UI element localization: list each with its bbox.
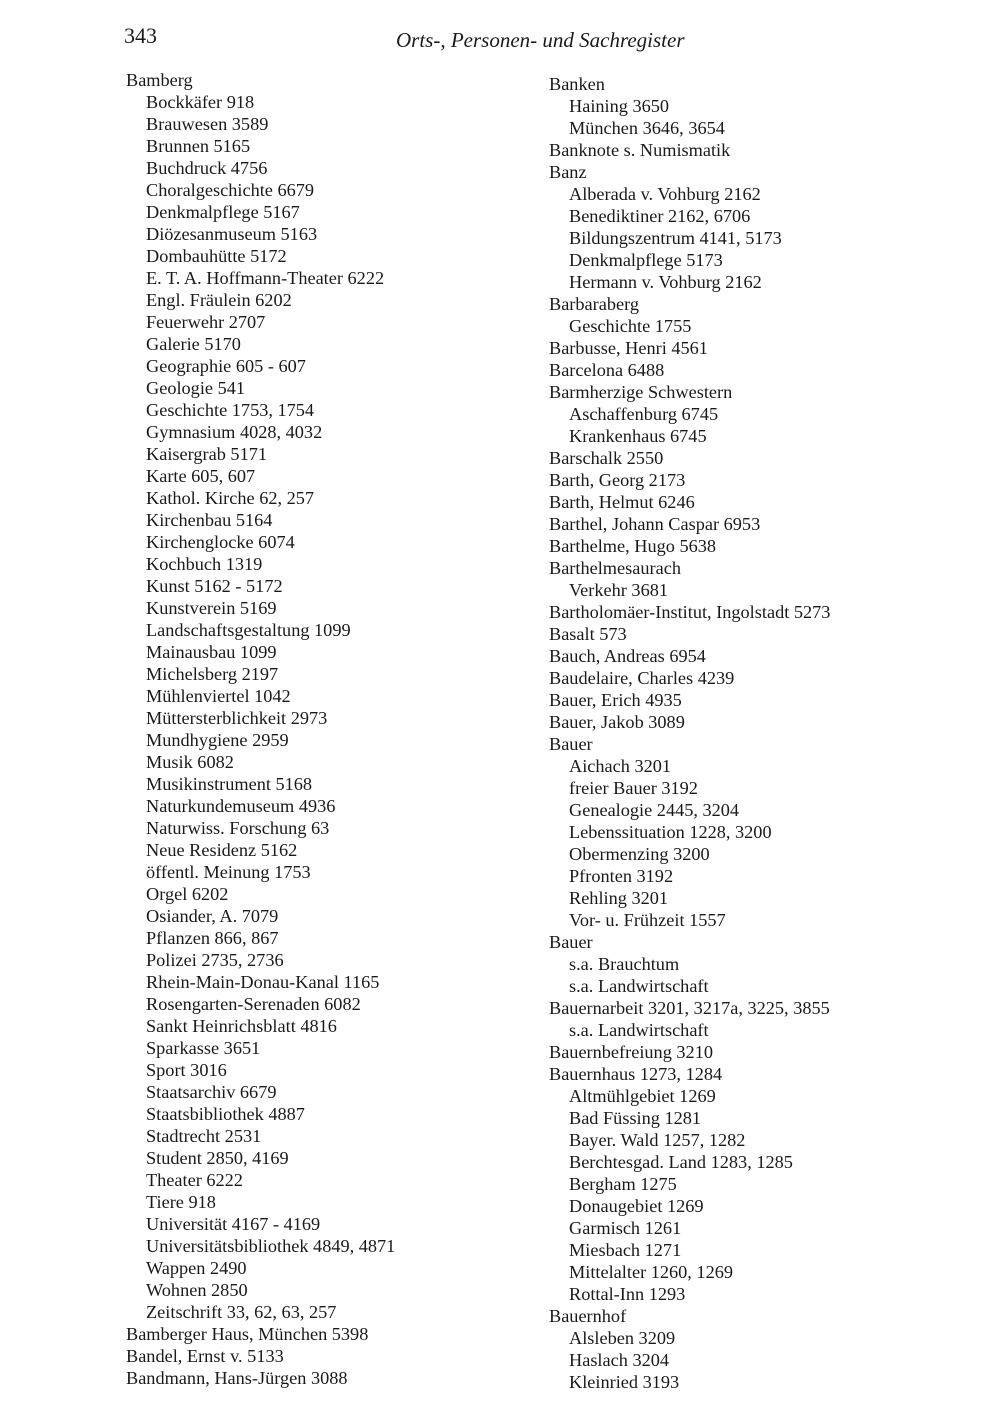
index-subentry: Kunstverein 5169 bbox=[146, 598, 277, 618]
index-entry: Barth, Helmut 6246 bbox=[549, 492, 695, 512]
index-entry: Bandel, Ernst v. 5133 bbox=[126, 1346, 284, 1366]
index-entry: Banken bbox=[549, 74, 605, 94]
index-subentry: Kaisergrab 5171 bbox=[146, 444, 267, 464]
index-subentry: Aschaffenburg 6745 bbox=[569, 404, 719, 424]
index-column-right bbox=[549, 73, 830, 1393]
index-subentry: Kirchenglocke 6074 bbox=[146, 532, 295, 552]
index-entry: Barthel, Johann Caspar 6953 bbox=[549, 514, 761, 534]
index-subentry: Mühlenviertel 1042 bbox=[146, 686, 291, 706]
index-subentry: Geographie 605 - 607 bbox=[146, 356, 306, 376]
index-subentry: Alberada v. Vohburg 2162 bbox=[569, 184, 761, 204]
index-subentry: Lebenssituation 1228, 3200 bbox=[569, 822, 772, 842]
index-subentry: Bergham 1275 bbox=[569, 1174, 677, 1194]
index-subentry: Feuerwehr 2707 bbox=[146, 312, 266, 332]
index-entry: Baudelaire, Charles 4239 bbox=[549, 668, 735, 688]
index-subentry: Orgel 6202 bbox=[146, 884, 229, 904]
index-subentry: Pflanzen 866, 867 bbox=[146, 928, 279, 948]
index-subentry: Staatsarchiv 6679 bbox=[146, 1082, 277, 1102]
index-subentry: Geschichte 1753, 1754 bbox=[146, 400, 315, 420]
index-subentry: s.a. Landwirtschaft bbox=[569, 976, 709, 996]
index-entry: Bauernarbeit 3201, 3217a, 3225, 3855 bbox=[549, 998, 830, 1018]
index-subentry: Benediktiner 2162, 6706 bbox=[569, 206, 751, 226]
index-subentry: Bildungszentrum 4141, 5173 bbox=[569, 228, 782, 248]
index-subentry: Musik 6082 bbox=[146, 752, 234, 772]
index-subentry: E. T. A. Hoffmann-Theater 6222 bbox=[146, 268, 385, 288]
index-subentry: Rosengarten-Serenaden 6082 bbox=[146, 994, 361, 1014]
index-subentry: Zeitschrift 33, 62, 63, 257 bbox=[146, 1302, 337, 1322]
index-entry: Bauernbefreiung 3210 bbox=[549, 1042, 713, 1062]
index-subentry: Hermann v. Vohburg 2162 bbox=[569, 272, 762, 292]
index-subentry: Aichach 3201 bbox=[569, 756, 672, 776]
index-subentry: Stadtrecht 2531 bbox=[146, 1126, 262, 1146]
index-subentry: Kochbuch 1319 bbox=[146, 554, 263, 574]
index-subentry: Diözesanmuseum 5163 bbox=[146, 224, 318, 244]
index-entry: Bamberger Haus, München 5398 bbox=[126, 1324, 369, 1344]
index-subentry: Neue Residenz 5162 bbox=[146, 840, 298, 860]
index-subentry: Musikinstrument 5168 bbox=[146, 774, 313, 794]
index-subentry: Donaugebiet 1269 bbox=[569, 1196, 704, 1216]
index-subentry: Tiere 918 bbox=[146, 1192, 216, 1212]
index-subentry: Naturwiss. Forschung 63 bbox=[146, 818, 330, 838]
index-subentry: Michelsberg 2197 bbox=[146, 664, 279, 684]
index-entry: Barmherzige Schwestern bbox=[549, 382, 733, 402]
index-entry: Bauch, Andreas 6954 bbox=[549, 646, 706, 666]
index-subentry: Sport 3016 bbox=[146, 1060, 227, 1080]
index-subentry: Geschichte 1755 bbox=[569, 316, 692, 336]
index-subentry: Krankenhaus 6745 bbox=[569, 426, 707, 446]
index-subentry: Mittelalter 1260, 1269 bbox=[569, 1262, 733, 1282]
index-entry: Barcelona 6488 bbox=[549, 360, 665, 380]
index-subentry: s.a. Landwirtschaft bbox=[569, 1020, 709, 1040]
index-subentry: Rehling 3201 bbox=[569, 888, 669, 908]
index-subentry: Müttersterblichkeit 2973 bbox=[146, 708, 328, 728]
index-entry: Bauernhof bbox=[549, 1306, 627, 1326]
index-subentry: Rhein-Main-Donau-Kanal 1165 bbox=[146, 972, 380, 992]
index-entry: Barbaraberg bbox=[549, 294, 640, 314]
index-entry: Bandmann, Hans-Jürgen 3088 bbox=[126, 1368, 348, 1388]
index-entry: Bamberg bbox=[126, 70, 193, 90]
index-subentry: Berchtesgad. Land 1283, 1285 bbox=[569, 1152, 793, 1172]
index-entry: Barthelmesaurach bbox=[549, 558, 681, 578]
index-subentry: Sankt Heinrichsblatt 4816 bbox=[146, 1016, 337, 1036]
index-subentry: Galerie 5170 bbox=[146, 334, 241, 354]
index-entry: Barbusse, Henri 4561 bbox=[549, 338, 708, 358]
index-subentry: München 3646, 3654 bbox=[569, 118, 725, 138]
index-subentry: Dombauhütte 5172 bbox=[146, 246, 287, 266]
index-entry: Bauer, Jakob 3089 bbox=[549, 712, 685, 732]
index-subentry: Sparkasse 3651 bbox=[146, 1038, 261, 1058]
index-subentry: Miesbach 1271 bbox=[569, 1240, 682, 1260]
index-subentry: Wohnen 2850 bbox=[146, 1280, 248, 1300]
index-subentry: Vor- u. Frühzeit 1557 bbox=[569, 910, 726, 930]
index-subentry: Naturkundemuseum 4936 bbox=[146, 796, 336, 816]
index-subentry: Altmühlgebiet 1269 bbox=[569, 1086, 716, 1106]
index-subentry: öffentl. Meinung 1753 bbox=[146, 862, 311, 882]
index-subentry: Denkmalpflege 5173 bbox=[569, 250, 723, 270]
index-entry: Basalt 573 bbox=[549, 624, 627, 644]
index-subentry: Mainausbau 1099 bbox=[146, 642, 277, 662]
index-subentry: Kunst 5162 - 5172 bbox=[146, 576, 283, 596]
index-subentry: Osiander, A. 7079 bbox=[146, 906, 279, 926]
index-subentry: Bockkäfer 918 bbox=[146, 92, 255, 112]
index-subentry: Kleinried 3193 bbox=[569, 1372, 680, 1392]
index-subentry: Universitätsbibliothek 4849, 4871 bbox=[146, 1236, 396, 1256]
page-number: 343 bbox=[124, 23, 157, 48]
index-subentry: Kirchenbau 5164 bbox=[146, 510, 273, 530]
index-subentry: Polizei 2735, 2736 bbox=[146, 950, 284, 970]
index-subentry: Obermenzing 3200 bbox=[569, 844, 710, 864]
index-subentry: Bayer. Wald 1257, 1282 bbox=[569, 1130, 746, 1150]
index-subentry: Garmisch 1261 bbox=[569, 1218, 682, 1238]
index-entry: Bauernhaus 1273, 1284 bbox=[549, 1064, 723, 1084]
index-subentry: Brunnen 5165 bbox=[146, 136, 251, 156]
index-subentry: Gymnasium 4028, 4032 bbox=[146, 422, 323, 442]
index-entry: Bauer, Erich 4935 bbox=[549, 690, 682, 710]
index-entry: Banknote s. Numismatik bbox=[549, 140, 731, 160]
index-column-left bbox=[126, 69, 395, 1389]
index-subentry: Karte 605, 607 bbox=[146, 466, 256, 486]
index-subentry: Genealogie 2445, 3204 bbox=[569, 800, 740, 820]
index-entry: Barschalk 2550 bbox=[549, 448, 664, 468]
index-subentry: Brauwesen 3589 bbox=[146, 114, 269, 134]
index-subentry: Haslach 3204 bbox=[569, 1350, 670, 1370]
index-entry: Bauer bbox=[549, 932, 593, 952]
index-subentry: Pfronten 3192 bbox=[569, 866, 674, 886]
index-subentry: Staatsbibliothek 4887 bbox=[146, 1104, 305, 1124]
index-subentry: Bad Füssing 1281 bbox=[569, 1108, 702, 1128]
index-subentry: Geologie 541 bbox=[146, 378, 246, 398]
index-entry: Banz bbox=[549, 162, 587, 182]
index-subentry: Theater 6222 bbox=[146, 1170, 243, 1190]
index-subentry: Denkmalpflege 5167 bbox=[146, 202, 300, 222]
index-entry: Barthelme, Hugo 5638 bbox=[549, 536, 717, 556]
index-subentry: Haining 3650 bbox=[569, 96, 670, 116]
index-subentry: Choralgeschichte 6679 bbox=[146, 180, 315, 200]
index-entry: Barth, Georg 2173 bbox=[549, 470, 686, 490]
index-subentry: Wappen 2490 bbox=[146, 1258, 247, 1278]
index-entry: Bartholomäer-Institut, Ingolstadt 5273 bbox=[549, 602, 831, 622]
index-entry: Bauer bbox=[549, 734, 593, 754]
index-subentry: freier Bauer 3192 bbox=[569, 778, 698, 798]
index-subentry: Verkehr 3681 bbox=[569, 580, 668, 600]
index-subentry: Student 2850, 4169 bbox=[146, 1148, 289, 1168]
index-subentry: Buchdruck 4756 bbox=[146, 158, 268, 178]
index-subentry: Landschaftsgestaltung 1099 bbox=[146, 620, 351, 640]
index-subentry: Rottal-Inn 1293 bbox=[569, 1284, 686, 1304]
index-subentry: Universität 4167 - 4169 bbox=[146, 1214, 321, 1234]
index-subentry: Mundhygiene 2959 bbox=[146, 730, 289, 750]
index-subentry: s.a. Brauchtum bbox=[569, 954, 680, 974]
index-subentry: Kathol. Kirche 62, 257 bbox=[146, 488, 315, 508]
index-subentry: Engl. Fräulein 6202 bbox=[146, 290, 292, 310]
running-head: Orts-, Personen- und Sachregister bbox=[396, 28, 685, 52]
index-subentry: Alsleben 3209 bbox=[569, 1328, 676, 1348]
